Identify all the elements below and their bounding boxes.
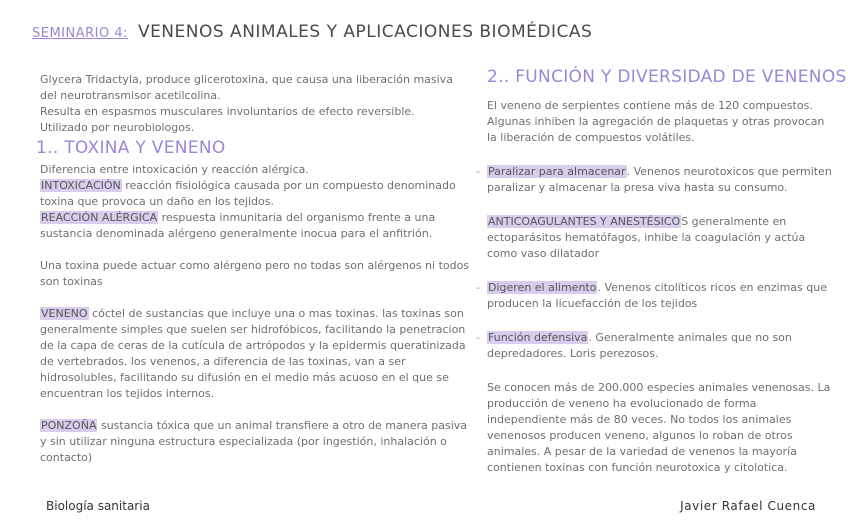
page-title bbox=[32, 22, 592, 42]
closing-paragraph: Se conocen más de 200.000 especies animales venenosas. La producción de veneno ha evolucionado de forma independiente más de 80 veces. No todos los animales venenosos producen veneno, algunos lo roban de otros animales. A pesar de la variedad de venenos la mayoría contienen toxinas con función neurotoxica y citolotica. bbox=[487, 381, 831, 474]
ponzona-term: PONZOÑA bbox=[41, 419, 97, 432]
footer-author: Javier Rafael Cuenca bbox=[680, 499, 816, 513]
serpientes-intro: El veneno de serpientes contiene más de 120 compuestos. Algunas inhiben la agregación de plaquetas y otras provocan la liberación de compuestos volátiles. bbox=[487, 99, 825, 144]
intro-line-1: Glycera Tridactyla, produce glicerotoxina, que causa una liberación masiva del neurotransmisor acetilcolina. bbox=[40, 73, 453, 102]
seminar-title: VENENOS ANIMALES Y APLICACIONES BIOMÉDICAS bbox=[137, 22, 593, 42]
anticoagulantes-text: S generalmente en ectoparásitos hematófagos, inhibe la coagulación y actúa como vaso dilatador bbox=[487, 215, 806, 260]
diff-text: Diferencia entre intoxicación y reacción alérgica. bbox=[40, 163, 309, 176]
defensiva-term: Función defensiva bbox=[488, 331, 588, 344]
bullet-paralizar bbox=[476, 164, 837, 196]
bullet-defensiva bbox=[476, 330, 837, 362]
right-column bbox=[476, 66, 847, 476]
bullet-dash: - bbox=[476, 331, 480, 344]
defensiva-text: . Generalmente animales que no son depredadores. Loris perezosos. bbox=[487, 331, 792, 360]
reaccion-text: respuesta inmunitaria del organismo frente a una sustancia denominada alérgeno generalmente inocua para el anfitrión. bbox=[40, 211, 436, 240]
paralizar-term: Paralizar para almacenar bbox=[488, 165, 626, 178]
ponzona-text: sustancia tóxica que un animal transfiere a otro de manera pasiva y sin utilizar ninguna estructura especializada (por ingestión, inhalación o contacto) bbox=[40, 419, 468, 464]
paralizar-text: . Venenos neurotoxicos que permiten paralizar y almacenar la presa viva hasta su consumo. bbox=[487, 165, 832, 194]
ponzona-definition bbox=[40, 418, 470, 466]
digeren-term: Digeren el alimento bbox=[488, 281, 597, 294]
section-2-title: 2.. FUNCIÓN Y DIVERSIDAD DE VENENOS bbox=[487, 67, 847, 87]
veneno-definition bbox=[40, 306, 470, 402]
anticoagulantes-term: ANTICOAGULANTES Y ANESTÉSICO bbox=[488, 215, 681, 228]
reaccion-term: REACCIÓN ALÉRGICA bbox=[41, 211, 158, 224]
footer-subject: Biología sanitaria bbox=[46, 499, 150, 513]
section-1-title: 1.. TOXINA Y VENENO bbox=[36, 138, 226, 158]
left-column bbox=[36, 72, 470, 466]
intro-line-3: Utilizado por neurobiologos. bbox=[40, 121, 195, 134]
bullet-digeren bbox=[476, 280, 837, 312]
bullet-dash: - bbox=[476, 281, 480, 294]
veneno-text: cóctel de sustancias que incluye una o mas toxinas. las toxinas son generalmente simples que suelen ser hidrofóbicos, facilitando la penetracion de la capa de ceras de la cutícula de artrópodos y la epidermis queratinizada de vertebrados. los venenos, a diferencia de las toxinas, van a ser hidrosolubles, facilitando su difusión en el medio más acuoso en el que se encuentran los tejidos internos. bbox=[40, 307, 466, 400]
veneno-term: VENENO bbox=[41, 307, 88, 320]
intoxicacion-definition bbox=[40, 178, 470, 210]
toxina-note: Una toxina puede actuar como alérgeno pero no todas son alérgenos ni todos son toxinas bbox=[40, 259, 470, 288]
bullet-anticoagulantes bbox=[487, 214, 837, 262]
intoxicacion-term: INTOXICACIÓN bbox=[41, 179, 121, 192]
digeren-text: . Venenos citolíticos ricos en enzimas que producen la licuefacción de los tejidos bbox=[487, 281, 827, 310]
seminar-label: SEMINARIO 4: bbox=[32, 26, 129, 41]
bullet-dash: - bbox=[476, 165, 480, 178]
intro-line-2: Resulta en espasmos musculares involuntarios de efecto reversible. bbox=[40, 105, 415, 118]
reaccion-definition bbox=[40, 210, 470, 242]
intoxicacion-text: reacción fisiológica causada por un compuesto denominado toxina que provoca un daño en los tejidos. bbox=[40, 179, 456, 208]
